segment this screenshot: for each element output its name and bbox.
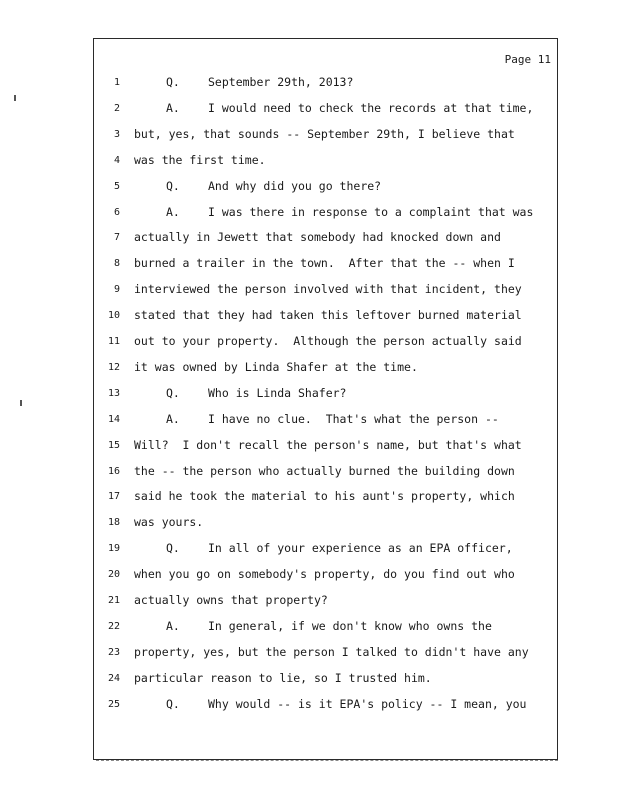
line-text: said he took the material to his aunt's property, which [134, 489, 515, 504]
transcript-page [93, 38, 558, 760]
line-number: 13 [107, 387, 120, 399]
line-number: 19 [107, 543, 120, 555]
line-number: 25 [107, 698, 120, 710]
transcript-line [134, 308, 551, 322]
line-number: 11 [107, 336, 120, 347]
line-text: it was owned by Linda Shafer at the time. [134, 359, 418, 374]
transcript-line [134, 282, 551, 296]
line-number: 23 [107, 646, 120, 658]
page-number: Page 11 [504, 53, 551, 66]
line-text: Will? I don't recall the person's name, but that's what [134, 437, 522, 452]
speaker-label: Q. [166, 385, 180, 400]
line-number: 10 [107, 310, 120, 322]
line-number: 22 [107, 620, 120, 632]
line-number: 3 [113, 128, 120, 140]
margin-mark [20, 400, 22, 406]
line-text: I have no clue. That's what the person -- [208, 411, 499, 426]
speaker-label: Q. [166, 178, 180, 193]
line-text: interviewed the person involved with that incident, they [134, 282, 522, 297]
line-number: 4 [113, 154, 120, 166]
transcript-line [134, 593, 551, 607]
line-number: 16 [107, 465, 120, 477]
speaker-label: A. [166, 100, 180, 115]
line-text: when you go on somebody's property, do you find out who [134, 567, 515, 582]
line-number: 7 [113, 232, 120, 244]
transcript-line [166, 541, 551, 555]
line-text: was yours. [134, 515, 204, 530]
line-number: 14 [107, 413, 120, 425]
line-number: 21 [107, 595, 120, 606]
transcript-line [134, 127, 551, 141]
line-number: 6 [113, 206, 120, 218]
line-text: particular reason to lie, so I trusted him. [134, 670, 432, 685]
transcript-line [134, 671, 551, 685]
line-number: 17 [107, 491, 120, 503]
transcript-line [166, 101, 551, 115]
transcript-line [134, 489, 551, 503]
transcript-line [134, 334, 551, 348]
speaker-label: Q. [166, 696, 180, 711]
line-text: In general, if we don't know who owns the [208, 618, 492, 633]
line-text: September 29th, 2013? [208, 75, 354, 89]
line-text: actually in Jewett that somebody had knocked down and [134, 230, 501, 245]
line-number: 1 [113, 77, 120, 88]
line-number: 24 [107, 672, 120, 684]
transcript-line [134, 567, 551, 581]
transcript-line [166, 179, 551, 193]
line-number: 8 [113, 258, 120, 270]
line-text: actually owns that property? [134, 593, 328, 607]
line-text: I would need to check the records at that time, [208, 100, 534, 115]
transcript-line [134, 464, 551, 478]
bottom-rule [96, 760, 558, 761]
line-text: I was there in response to a complaint that was [208, 204, 534, 219]
line-number: 20 [107, 569, 120, 581]
speaker-label: A. [166, 411, 180, 426]
speaker-label: A. [166, 618, 180, 633]
line-text: was the first time. [134, 152, 266, 167]
speaker-label: A. [166, 204, 180, 219]
line-text: out to your property. Although the person actually said [134, 334, 522, 348]
transcript-line [134, 256, 551, 270]
line-number: 9 [113, 284, 120, 296]
transcript-line [134, 515, 551, 529]
transcript-line [166, 619, 551, 633]
transcript-line [134, 438, 551, 452]
transcript-line [134, 153, 551, 167]
transcript-line [134, 360, 551, 374]
transcript-line [166, 205, 551, 219]
line-text: stated that they had taken this leftover burned material [134, 308, 522, 323]
line-text: the -- the person who actually burned the building down [134, 463, 515, 478]
transcript-line [134, 645, 551, 659]
transcript-line [166, 386, 551, 400]
transcript-line [166, 412, 551, 426]
transcript-line [166, 697, 551, 711]
line-text: In all of your experience as an EPA officer, [208, 541, 513, 556]
line-text: Why would -- is it EPA's policy -- I mean, you [208, 696, 527, 711]
transcript-line [134, 230, 551, 244]
line-number: 2 [113, 102, 120, 114]
speaker-label: Q. [166, 541, 180, 556]
transcript-line [166, 75, 551, 89]
line-text: burned a trailer in the town. After that the -- when I [134, 256, 515, 271]
line-text: but, yes, that sounds -- September 29th, I believe that [134, 126, 515, 141]
margin-mark [14, 95, 16, 101]
line-text: property, yes, but the person I talked to didn't have any [134, 644, 529, 659]
line-number: 5 [113, 180, 120, 192]
line-text: And why did you go there? [208, 178, 382, 193]
line-number: 12 [107, 361, 120, 373]
line-number: 15 [107, 439, 120, 451]
line-text: Who is Linda Shafer? [208, 385, 347, 400]
speaker-label: Q. [166, 75, 180, 89]
line-number: 18 [107, 517, 120, 529]
